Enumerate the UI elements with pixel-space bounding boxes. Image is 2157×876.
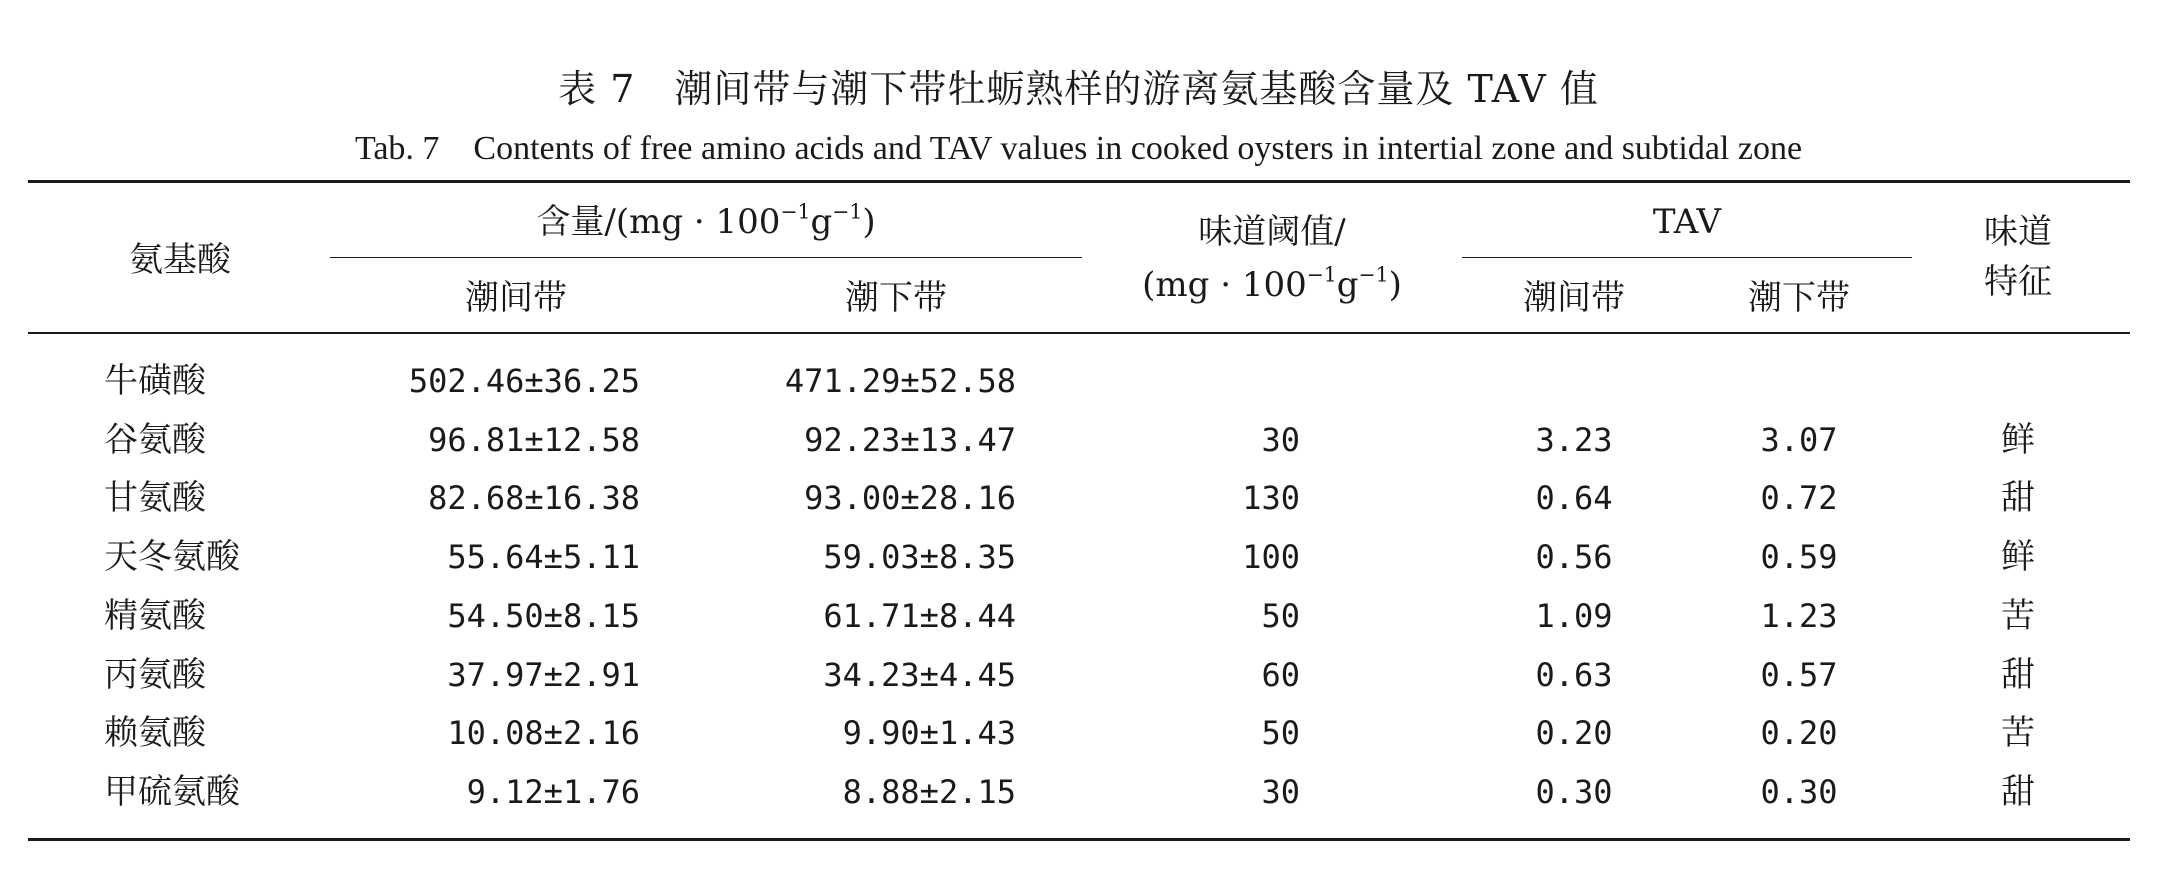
header-content: 含量$/(mg \cdot 100^{-1}g^{-1})$ xyxy=(536,199,876,242)
cell-tav-intertidal: 0.64 xyxy=(1535,479,1613,518)
cell-content-subtidal: 61.71±8.44 xyxy=(823,596,1016,635)
cell-amino-acid: 精氨酸 xyxy=(104,595,206,636)
cell-amino-acid: 赖氨酸 xyxy=(104,713,206,754)
cell-amino-acid: 甘氨酸 xyxy=(104,478,206,519)
cell-taste: 苦 xyxy=(2001,595,2035,636)
header-tav-subtidal: 潮下带 xyxy=(1748,278,1850,318)
cell-content-intertidal: 10.08±2.16 xyxy=(447,714,640,753)
cell-content-intertidal: 37.97±2.91 xyxy=(447,655,640,694)
cell-tav-intertidal: 3.23 xyxy=(1535,420,1613,459)
cell-content-subtidal: 93.00±28.16 xyxy=(804,479,1016,518)
cell-tav-intertidal: 0.63 xyxy=(1535,655,1613,694)
header-threshold-line1: 味道阈值/ xyxy=(1198,212,1346,252)
cell-tav-subtidal: 0.57 xyxy=(1760,655,1838,694)
cell-amino-acid: 甲硫氨酸 xyxy=(104,771,240,812)
cell-threshold: 30 xyxy=(1261,420,1300,459)
cell-tav-subtidal: 3.07 xyxy=(1760,420,1838,459)
header-content-subtidal: 潮下带 xyxy=(845,278,947,318)
cell-tav-subtidal: 1.23 xyxy=(1760,596,1838,635)
cell-content-subtidal: 471.29±52.58 xyxy=(784,362,1016,400)
cell-threshold: 60 xyxy=(1261,655,1300,694)
cell-content-subtidal: 92.23±13.47 xyxy=(804,420,1016,459)
cell-tav-intertidal: 0.20 xyxy=(1535,714,1613,753)
cell-tav-subtidal: 0.72 xyxy=(1760,479,1838,518)
tav-header-rule xyxy=(1462,257,1912,258)
table-header-rule xyxy=(28,332,2130,334)
cell-threshold: 130 xyxy=(1242,479,1300,518)
cell-threshold: 30 xyxy=(1261,772,1300,811)
cell-taste: 苦 xyxy=(2001,713,2035,754)
header-taste-line1: 味道 xyxy=(1984,212,2052,252)
table-bottom-rule xyxy=(28,838,2130,841)
header-taste-line2: 特征 xyxy=(1984,262,2052,302)
cell-tav-subtidal: 0.20 xyxy=(1760,714,1838,753)
cell-content-intertidal: 96.81±12.58 xyxy=(428,420,640,459)
cell-amino-acid: 天冬氨酸 xyxy=(104,537,240,578)
cell-threshold: 100 xyxy=(1242,538,1300,577)
cell-tav-subtidal: 0.59 xyxy=(1760,538,1838,577)
cell-taste: 甜 xyxy=(2001,654,2035,695)
header-tav: TAV xyxy=(1652,202,1722,242)
cell-amino-acid: 牛磺酸 xyxy=(104,361,206,401)
cell-taste: 甜 xyxy=(2001,771,2035,812)
cell-threshold: 50 xyxy=(1261,714,1300,753)
table-top-rule xyxy=(28,180,2130,183)
table-caption-en: Tab. 7 Contents of free amino acids and TAV values in cooked oysters in intertial zone and subtidal zone xyxy=(354,130,1803,167)
cell-content-intertidal: 54.50±8.15 xyxy=(447,596,640,635)
header-tav-intertidal: 潮间带 xyxy=(1523,278,1625,318)
header-threshold-line2: $(mg \cdot 100^{-1}g^{-1})$ xyxy=(1142,262,1402,305)
cell-amino-acid: 丙氨酸 xyxy=(104,654,206,695)
cell-tav-intertidal: 1.09 xyxy=(1535,596,1613,635)
cell-content-subtidal: 9.90±1.43 xyxy=(842,714,1016,753)
cell-taste: 鲜 xyxy=(2001,537,2035,578)
header-amino-acid: 氨基酸 xyxy=(129,240,231,280)
cell-taste: 甜 xyxy=(2001,478,2035,519)
cell-amino-acid: 谷氨酸 xyxy=(104,419,206,460)
cell-taste: 鲜 xyxy=(2001,419,2035,460)
cell-content-intertidal: 9.12±1.76 xyxy=(466,772,640,811)
content-header-rule xyxy=(330,257,1082,258)
cell-content-intertidal: 55.64±5.11 xyxy=(447,538,640,577)
cell-content-subtidal: 34.23±4.45 xyxy=(823,655,1016,694)
cell-content-subtidal: 59.03±8.35 xyxy=(823,538,1016,577)
cell-content-intertidal: 82.68±16.38 xyxy=(428,479,640,518)
cell-content-subtidal: 8.88±2.15 xyxy=(842,772,1016,811)
cell-tav-intertidal: 0.30 xyxy=(1535,772,1613,811)
cell-tav-intertidal: 0.56 xyxy=(1535,538,1613,577)
cell-content-intertidal: 502.46±36.25 xyxy=(408,362,640,400)
cell-threshold: 50 xyxy=(1261,596,1300,635)
header-content-intertidal: 潮间带 xyxy=(465,278,567,318)
cell-tav-subtidal: 0.30 xyxy=(1760,772,1838,811)
table-caption-zh: 表 7 潮间带与潮下带牡蛎熟样的游离氨基酸含量及 TAV 值 xyxy=(558,67,1599,111)
